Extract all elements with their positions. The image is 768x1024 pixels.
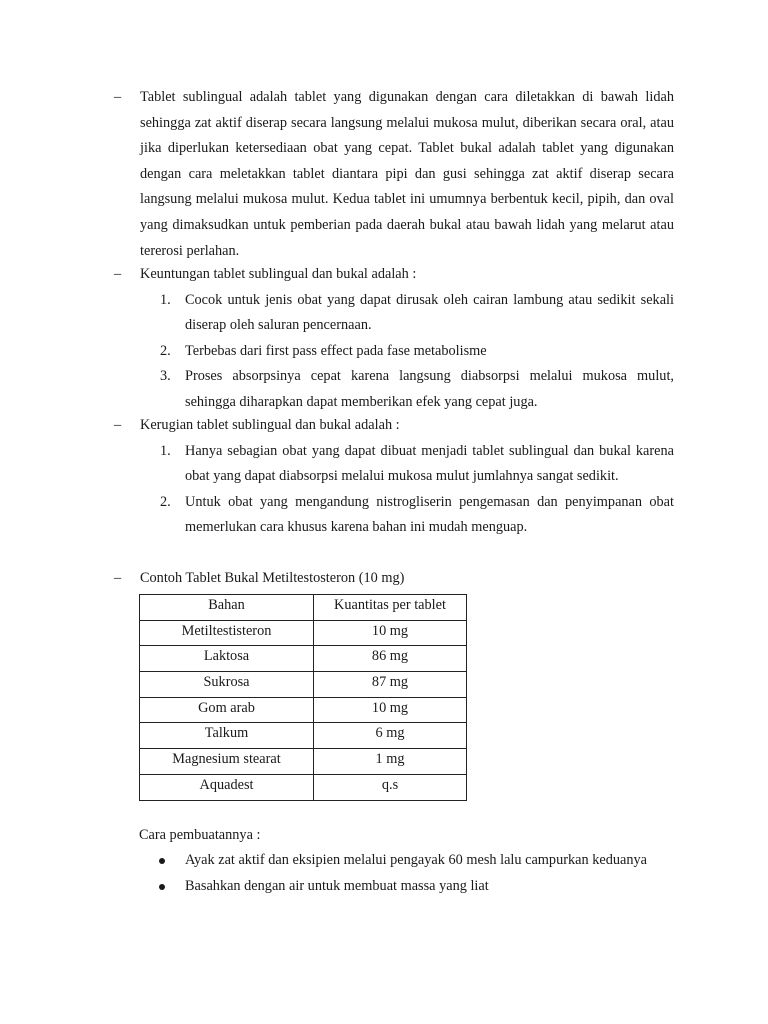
table-row [140, 774, 467, 800]
ingredient-cell: Talkum [140, 723, 314, 749]
disadvantages-list [160, 439, 674, 541]
list-number: 3. [160, 368, 171, 385]
definition-text: Tablet sublingual adalah tablet yang digunakan dengan cara diletakkan di bawah lidah sehingga zat aktif diserap secara langsung melalui mukosa mulut, diberikan secara oral, atau jika diperlukan ketersediaan obat yang cepat. Tablet bukal adalah tablet yang digunakan dengan cara meletakkan tablet diantara pipi dan gusi sehingga zat aktif diserap secara langsung melalui mukosa mulut. Kedua tablet ini umumnya berbentuk kecil, pipih, dan oval yang dimaksudkan untuk pemberian pada daerah bukal atau bawah lidah yang melarut atau tererosi perlahan. [140, 89, 674, 259]
list-number: 2. [160, 342, 171, 359]
column-header-kuantitas: Kuantitas per tablet [314, 595, 467, 621]
procedure-step-text: Basahkan dengan air untuk membuat massa yang liat [185, 877, 489, 894]
list-item [139, 874, 674, 900]
list-item-text: Hanya sebagian obat yang dapat dibuat menjadi tablet sublingual dan bukal karena obat yang dapat diabsorpsi melalui mukosa mulut jumlahnya sangat sedikit. [185, 442, 674, 485]
definition-paragraph [114, 85, 674, 264]
list-item-text: Cocok untuk jenis obat yang dapat dirusak oleh cairan lambung atau sedikit sekali diserap oleh saluran pencernaan. [185, 291, 674, 334]
ingredient-cell: Magnesium stearat [140, 749, 314, 775]
example-section [114, 566, 674, 592]
quantity-cell: 1 mg [314, 749, 467, 775]
column-header-bahan: Bahan [140, 595, 314, 621]
advantages-heading: Keuntungan tablet sublingual dan bukal adalah : [140, 266, 417, 282]
ingredient-cell: Metiltestisteron [140, 620, 314, 646]
quantity-cell: 10 mg [314, 697, 467, 723]
list-item-text: Proses absorpsinya cepat karena langsung diabsorpsi melalui mukosa mulut, sehingga diharapkan dapat memberikan efek yang cepat juga. [185, 368, 674, 410]
table-row [140, 723, 467, 749]
list-number: 1. [160, 291, 171, 308]
list-item-text: Terbebas dari first pass effect pada fase metabolisme [185, 342, 487, 359]
list-item [139, 848, 674, 874]
quantity-cell: 87 mg [314, 672, 467, 698]
list-item [160, 364, 674, 415]
list-item [160, 288, 674, 339]
quantity-cell: 86 mg [314, 646, 467, 672]
bullet-icon [159, 858, 165, 864]
list-item-text: Untuk obat yang mengandung nistrogliserin pengemasan dan penyimpanan obat memerlukan cara khusus karena bahan ini mudah menguap. [185, 493, 674, 536]
procedure-step-text: Ayak zat aktif dan eksipien melalui pengayak 60 mesh lalu campurkan keduanya [185, 852, 647, 868]
quantity-cell: 6 mg [314, 723, 467, 749]
table-row [140, 620, 467, 646]
ingredient-cell: Gom arab [140, 697, 314, 723]
list-item [160, 490, 674, 541]
ingredient-cell: Laktosa [140, 646, 314, 672]
bullet-icon [159, 884, 165, 890]
dash-marker: – [114, 417, 122, 433]
advantages-section [114, 262, 674, 416]
table-row [140, 646, 467, 672]
disadvantages-heading: Kerugian tablet sublingual dan bukal adalah : [140, 417, 400, 433]
table-row [140, 697, 467, 723]
dash-marker: – [114, 266, 122, 282]
list-item [160, 439, 674, 490]
procedure-heading: Cara pembuatannya : [139, 827, 261, 843]
list-number: 1. [160, 442, 171, 459]
table-row [140, 672, 467, 698]
table-header-row [140, 595, 467, 621]
quantity-cell: q.s [314, 774, 467, 800]
dash-marker: – [114, 570, 122, 586]
list-number: 2. [160, 493, 171, 510]
ingredient-cell: Aquadest [140, 774, 314, 800]
dash-marker: – [114, 89, 122, 105]
example-heading: Contoh Tablet Bukal Metiltestosteron (10 mg) [140, 570, 405, 586]
procedure-list [139, 848, 674, 899]
disadvantages-section [114, 413, 674, 541]
list-item [160, 339, 674, 365]
ingredient-cell: Sukrosa [140, 672, 314, 698]
advantages-list [160, 288, 674, 416]
formula-table [139, 594, 467, 801]
quantity-cell: 10 mg [314, 620, 467, 646]
table-row [140, 749, 467, 775]
